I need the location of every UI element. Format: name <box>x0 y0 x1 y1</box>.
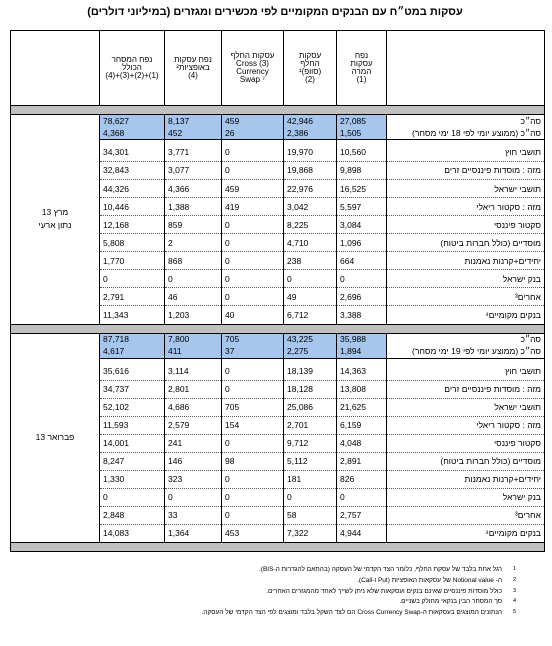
total-value-cell: 2,386 <box>284 127 337 140</box>
footnote <box>30 609 516 617</box>
value-cell: 868 <box>165 252 222 270</box>
value-cell: 3,077 <box>165 162 222 180</box>
value-cell: 58 <box>284 506 337 524</box>
value-cell: 0 <box>337 270 387 288</box>
footnote-text: כולל מוסדות פיננסיים שאינם בנקים ועסקאות שלא ניתן לשייך לאחד מהמגזרים האחרים. <box>266 587 502 595</box>
value-cell: 181 <box>284 470 337 488</box>
section-separator <box>11 324 545 333</box>
period-note: נתון ארעי <box>38 220 72 231</box>
value-cell: 98 <box>222 452 284 470</box>
value-cell: 35,616 <box>100 363 165 381</box>
row-label: מזה : סקטור ריאלי <box>387 198 545 216</box>
value-cell: 49 <box>284 288 337 306</box>
value-cell: 664 <box>337 252 387 270</box>
total-value-cell: 37 <box>222 346 284 359</box>
separator-cell <box>11 542 545 551</box>
total-value-cell: 1,505 <box>337 127 387 140</box>
row-label: מזה : מוסדות פיננסיים זרים <box>387 380 545 398</box>
footnote-number: 5 <box>512 609 516 616</box>
value-cell: 0 <box>222 488 284 506</box>
row-label: בנק ישראל <box>387 270 545 288</box>
value-cell: 1,203 <box>165 306 222 324</box>
value-cell: 13,808 <box>337 380 387 398</box>
value-cell: 1,096 <box>337 234 387 252</box>
footnote <box>30 577 516 585</box>
value-cell: 4,710 <box>284 234 337 252</box>
period-label: פברואר 13 <box>35 431 75 442</box>
value-cell: 241 <box>165 434 222 452</box>
period-cell <box>11 115 100 324</box>
fx-transactions-table <box>10 30 545 552</box>
value-cell: 0 <box>222 380 284 398</box>
row-label: סקטור פיננסי <box>387 434 545 452</box>
row-label: אחרים³ <box>387 506 545 524</box>
value-cell: 6,159 <box>337 416 387 434</box>
row-label: יחידים+קרנות נאמנות <box>387 252 545 270</box>
value-cell: 2,891 <box>337 452 387 470</box>
row-label: סה״כ <box>387 333 545 346</box>
value-cell: 8,225 <box>284 216 337 234</box>
row-label: מזה : סקטור ריאלי <box>387 416 545 434</box>
value-cell: 1,330 <box>100 470 165 488</box>
value-cell: 18,128 <box>284 380 337 398</box>
value-cell: 0 <box>284 488 337 506</box>
value-cell: 0 <box>222 234 284 252</box>
value-cell: 1,388 <box>165 198 222 216</box>
total-value-cell: 4,617 <box>100 346 165 359</box>
value-cell: 3,771 <box>165 144 222 162</box>
value-cell: 9,712 <box>284 434 337 452</box>
value-cell: 16,525 <box>337 180 387 198</box>
footnote <box>30 598 516 606</box>
value-cell: 2,579 <box>165 416 222 434</box>
value-cell: 14,001 <box>100 434 165 452</box>
value-cell: 1,364 <box>165 524 222 542</box>
value-cell: 40 <box>222 306 284 324</box>
row-label: סקטור פיננסי <box>387 216 545 234</box>
value-cell: 4,366 <box>165 180 222 198</box>
row-label: מזה : מוסדות פיננסיים זרים <box>387 162 545 180</box>
value-cell: 2,701 <box>284 416 337 434</box>
value-cell: 0 <box>222 470 284 488</box>
footnote-number: 4 <box>512 598 516 605</box>
total-value-cell: 27,085 <box>337 115 387 128</box>
value-cell: 4,944 <box>337 524 387 542</box>
footnote-number: 3 <box>512 587 516 594</box>
total-value-cell: 78,627 <box>100 115 165 128</box>
row-label: סה״כ (ממוצע יומי לפי 19 ימי מסחר) <box>387 346 545 359</box>
value-cell: 0 <box>100 488 165 506</box>
value-cell: 2,696 <box>337 288 387 306</box>
total-value-cell: 26 <box>222 127 284 140</box>
footnote-text: ה- Notional value של עסקאות האופציות (Put ו-Call). <box>357 576 502 584</box>
column-header: עסקות החלף (סוופ)¹ (2) <box>284 31 337 106</box>
value-cell: 19,970 <box>284 144 337 162</box>
value-cell: 46 <box>165 288 222 306</box>
row-label: בנקים מקומיים⁴ <box>387 524 545 542</box>
value-cell: 21,625 <box>337 398 387 416</box>
row-label: סה״כ <box>387 115 545 128</box>
value-cell: 11,343 <box>100 306 165 324</box>
value-cell: 705 <box>222 398 284 416</box>
value-cell: 33 <box>165 506 222 524</box>
total-value-cell: 2,275 <box>284 346 337 359</box>
section-separator <box>11 542 545 551</box>
value-cell: 0 <box>222 162 284 180</box>
value-cell: 52,102 <box>100 398 165 416</box>
separator-cell <box>11 324 545 333</box>
value-cell: 0 <box>284 270 337 288</box>
footnotes <box>30 566 516 620</box>
value-cell: 4,686 <box>165 398 222 416</box>
footnote-text: סך המסחר הבין בנקאי מחולק בשניים. <box>399 598 502 606</box>
footnote-number: 2 <box>512 576 516 583</box>
row-label: סה״כ (ממוצע יומי לפי 18 ימי מסחר) <box>387 127 545 140</box>
value-cell: 0 <box>165 488 222 506</box>
total-row <box>11 333 545 346</box>
value-cell: 11,593 <box>100 416 165 434</box>
value-cell: 0 <box>337 488 387 506</box>
value-cell: 3,042 <box>284 198 337 216</box>
value-cell: 0 <box>222 252 284 270</box>
page-title: עסקות במט״ח עם הבנקים המקומיים לפי מכשירים ומגזרים (במיליוני דולרים) <box>87 6 463 18</box>
value-cell: 2,801 <box>165 380 222 398</box>
value-cell: 2,757 <box>337 506 387 524</box>
total-value-cell: 42,946 <box>284 115 337 128</box>
header-label-column <box>387 31 545 106</box>
value-cell: 419 <box>222 198 284 216</box>
column-header: נפח עסקות המרה (1) <box>337 31 387 106</box>
total-value-cell: 4,368 <box>100 127 165 140</box>
footnote <box>30 566 516 574</box>
row-label: תושבי ישראל <box>387 398 545 416</box>
value-cell: 14,363 <box>337 363 387 381</box>
row-label: בנקים מקומיים⁴ <box>387 306 545 324</box>
value-cell: 3,114 <box>165 363 222 381</box>
row-label: תושבי חוץ <box>387 363 545 381</box>
total-row <box>11 115 545 128</box>
value-cell: 0 <box>222 363 284 381</box>
value-cell: 14,083 <box>100 524 165 542</box>
column-header: נפח המסחר הכולל (1)+(2)+(3)+(4) <box>100 31 165 106</box>
footnote <box>30 588 516 596</box>
value-cell: 5,808 <box>100 234 165 252</box>
total-value-cell: 459 <box>222 115 284 128</box>
value-cell: 22,976 <box>284 180 337 198</box>
total-value-cell: 87,718 <box>100 333 165 346</box>
value-cell: 9,898 <box>337 162 387 180</box>
value-cell: 859 <box>165 216 222 234</box>
header-row <box>11 31 545 106</box>
value-cell: 238 <box>284 252 337 270</box>
value-cell: 1,770 <box>100 252 165 270</box>
total-value-cell: 411 <box>165 346 222 359</box>
row-label: מוסדיים (כולל חברות ביטוח) <box>387 234 545 252</box>
value-cell: 25,086 <box>284 398 337 416</box>
value-cell: 154 <box>222 416 284 434</box>
value-cell: 8,247 <box>100 452 165 470</box>
value-cell: 18,139 <box>284 363 337 381</box>
value-cell: 19,868 <box>284 162 337 180</box>
value-cell: 146 <box>165 452 222 470</box>
value-cell: 0 <box>222 288 284 306</box>
total-value-cell: 705 <box>222 333 284 346</box>
footnote-text: הנתונים המוצגים בעסקאות ה-Cross Currency Swap הם לצד השקל בלבד ומוצגים לפי הצד הקדמי של העסקה. <box>201 609 502 617</box>
total-value-cell: 1,894 <box>337 346 387 359</box>
value-cell: 323 <box>165 470 222 488</box>
row-label: יחידים+קרנות נאמנות <box>387 470 545 488</box>
value-cell: 34,737 <box>100 380 165 398</box>
row-label: אחרים³ <box>387 288 545 306</box>
value-cell: 32,843 <box>100 162 165 180</box>
value-cell: 2,848 <box>100 506 165 524</box>
row-label: תושבי ישראל <box>387 180 545 198</box>
separator-cell <box>11 106 545 115</box>
value-cell: 10,560 <box>337 144 387 162</box>
footnote-number: 1 <box>512 566 516 572</box>
value-cell: 0 <box>222 144 284 162</box>
total-value-cell: 452 <box>165 127 222 140</box>
total-value-cell: 35,988 <box>337 333 387 346</box>
value-cell: 0 <box>222 216 284 234</box>
total-value-cell: 8,137 <box>165 115 222 128</box>
value-cell: 34,301 <box>100 144 165 162</box>
value-cell: 5,112 <box>284 452 337 470</box>
value-cell: 453 <box>222 524 284 542</box>
value-cell: 0 <box>100 270 165 288</box>
value-cell: 44,326 <box>100 180 165 198</box>
total-value-cell: 43,225 <box>284 333 337 346</box>
value-cell: 0 <box>222 506 284 524</box>
value-cell: 459 <box>222 180 284 198</box>
column-header: נפח עסקות באופציות² (4) <box>165 31 222 106</box>
period-label: מרץ 13 <box>41 206 69 217</box>
row-label: תושבי חוץ <box>387 144 545 162</box>
value-cell: 3,388 <box>337 306 387 324</box>
period-cell <box>11 333 100 542</box>
value-cell: 6,712 <box>284 306 337 324</box>
value-cell: 2,791 <box>100 288 165 306</box>
value-cell: 12,168 <box>100 216 165 234</box>
value-cell: 10,446 <box>100 198 165 216</box>
value-cell: 2 <box>165 234 222 252</box>
section-separator <box>11 106 545 115</box>
row-label: מוסדיים (כולל חברות ביטוח) <box>387 452 545 470</box>
row-label: בנק ישראל <box>387 488 545 506</box>
value-cell: 826 <box>337 470 387 488</box>
footnote-text: רגל אחת בלבד של עסקת החלף, כלומר הצד הקדמי של העסקה (בהתאם להגדרות ה-BIS). <box>258 566 502 573</box>
value-cell: 0 <box>165 270 222 288</box>
value-cell: 3,084 <box>337 216 387 234</box>
header-period-column <box>11 31 100 106</box>
value-cell: 0 <box>222 270 284 288</box>
value-cell: 5,597 <box>337 198 387 216</box>
value-cell: 0 <box>222 434 284 452</box>
value-cell: 7,322 <box>284 524 337 542</box>
total-value-cell: 7,800 <box>165 333 222 346</box>
value-cell: 4,048 <box>337 434 387 452</box>
column-header: עסקות החלף Cross (3) Currency Swap ⁷ <box>222 31 284 106</box>
